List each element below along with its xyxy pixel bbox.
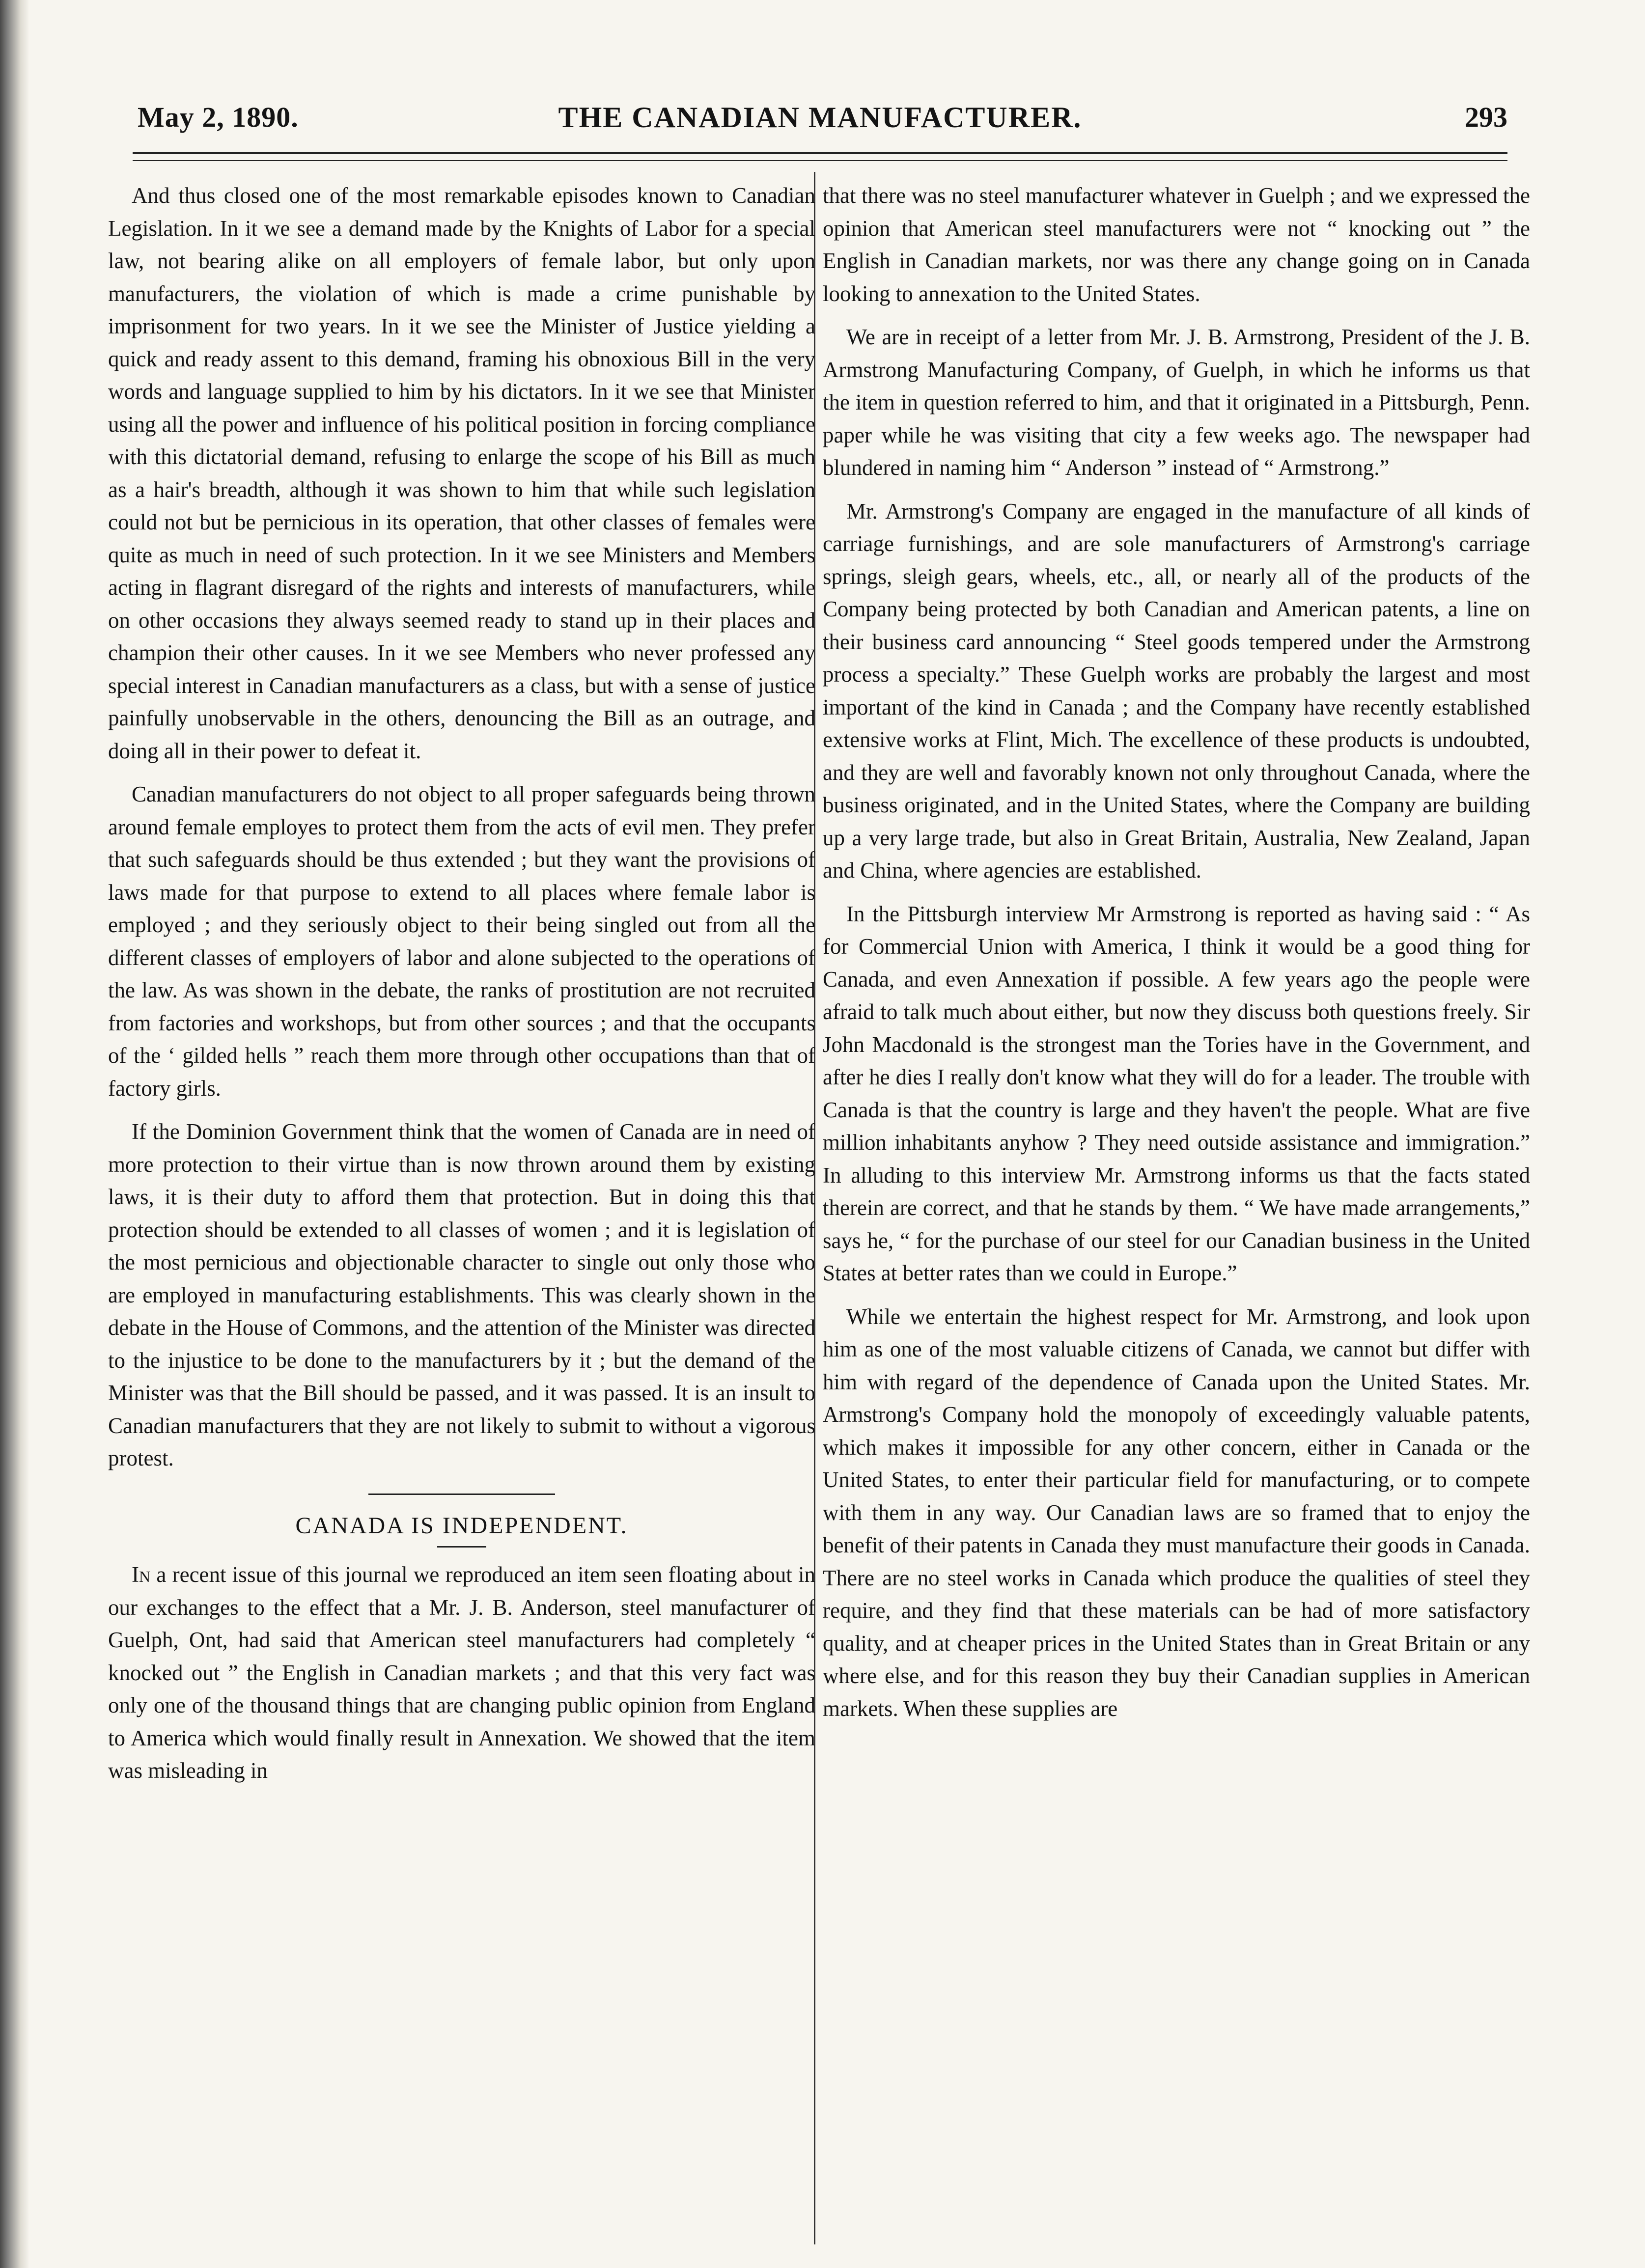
heading-underline	[437, 1546, 486, 1548]
page-header	[133, 101, 1507, 145]
left-column	[108, 179, 815, 1798]
article-paragraph: Canadian manufacturers do not object to all proper safeguards being thrown around female employes to protect them from the acts of evil men. They prefer that such safeguards should be thus extended ; but they want the provisions of laws made for that purpose to extend to all places where female labor is employed ; and they seriously object to their being singled out from all the different classes of employers of labor and alone subjected to the operations of the law. As was shown in the debate, the ranks of prostitution are not recruited from factories and workshops, but from other sources ; and that the occupants of the ‘ gilded hells ” reach them more through other occupations than that of factory girls.	[108, 782, 815, 1101]
page-binding-edge	[0, 0, 29, 2268]
header-rule	[133, 152, 1507, 161]
lead-word: In	[132, 1562, 151, 1587]
issue-date: May 2, 1890.	[138, 101, 299, 133]
article-paragraph: If the Dominion Government think that the women of Canada are in need of more protection to their virtue than is now thrown around them by existing laws, it is their duty to afford them that protection. But in doing this that protection should be extended to all classes of women ; and it is legislation of the most pernicious and objectionable character to single out only those who are employed in manufacturing establishments. This was clearly shown in the debate in the House of Commons, and the attention of the Minister was directed to the injustice to be done to the manufacturers by it ; but the demand of the Minister was that the Bill should be passed, and it was passed. It is an insult to Canadian manufacturers that they are not likely to submit to without a vigorous protest.	[108, 1119, 815, 1470]
page-number: 293	[1465, 101, 1507, 133]
article-paragraph: that there was no steel manufacturer whatever in Guelph ; and we expressed the opinion that American steel manufacturers were not “ knocking out ” the English in Canadian markets, nor was there any change going on in Canada looking to annexation to the United States.	[823, 183, 1530, 306]
section-heading: CANADA IS INDEPENDENT.	[295, 1512, 628, 1539]
article-paragraph: And thus closed one of the most remarkable episodes known to Canadian Legislation. In it we see a demand made by the Knights of Labor for a special law, not bearing alike on all employers of female labor, but only upon manufacturers, the violation of which is made a crime punishable by imprisonment for two years. In it we see the Minister of Justice yielding a quick and ready assent to this demand, framing his obnoxious Bill in the very words and language supplied to him by his dictators. In it we see that Minister using all the power and influence of his political position in forcing compliance with this dictatorial demand, refusing to enlarge the scope of his Bill as much as a hair's breadth, although it was shown to him that while such legislation could not but be pernicious in its operation, that other classes of females were quite as much in need of such protection. In it we see Ministers and Members acting in flagrant disregard of the rights and interests of manufacturers, while on other occasions they always seemed ready to stand up in their places and champion their other causes. In it we see Members who never professed any special interest in Canadian manufacturers as a class, but with a sense of justice painfully unobservable in the others, denouncing the Bill as an outrage, and doing all in their power to defeat it.	[108, 183, 815, 763]
article-paragraph: Mr. Armstrong's Company are engaged in the manufacture of all kinds of carriage furnishings, and are sole manufacturers of Armstrong's carriage springs, sleigh gears, wheels, etc., all, or nearly all of the products of the Company being protected by both Canadian and American patents, a line on their business card announcing “ Steel goods tempered under the Armstrong process a specialty.” These Guelph works are probably the largest and most important of the kind in Canada ; and the Company have recently established extensive works at Flint, Mich. The excellence of these products is undoubted, and they are well and favorably known not only throughout Canada, where the business originated, and in the United States, where the Company are building up a very large trade, but also in Great Britain, Australia, New Zealand, Japan and China, where agencies are established.	[823, 498, 1530, 883]
article-paragraph: While we entertain the highest respect for Mr. Armstrong, and look upon him as one of the most valuable citizens of Canada, we cannot but differ with him with regard of the dependence of Canada upon the United States. Mr. Armstrong's Company hold the monopoly of exceedingly valuable patents, which makes it impossible for any other concern, either in Canada or the United States, to enter their particular field for manufacturing, or to compete with them in any way. Our Canadian laws are so framed that to enjoy the benefit of their patents in Canada they must manufacture their goods in Canada. There are no steel works in Canada which produce the qualities of steel they require, and they find that these materials can be had of more satisfactory quality, and at cheaper prices in the United States than in Great Britain or any where else, and for this reason they buy their Canadian supplies in American markets. When these supplies are	[823, 1304, 1530, 1721]
article-paragraph	[108, 1558, 815, 1787]
article-paragraph: In the Pittsburgh interview Mr Armstrong is reported as having said : “ As for Commercial Union with America, I think it would be a good thing for Canada, and even Annexation if possible. A few years ago the people were afraid to talk much about either, but now they discuss both questions freely. Sir John Macdonald is the strongest man the Tories have in the Government, and after he dies I really don't know what they will do for a leader. The trouble with Canada is that the country is large and they haven't the people. What are five million inhabitants anyhow ? They need outside assistance and immigration.” In alluding to this interview Mr. Armstrong informs us that the facts stated therein are correct, and that he stands by them. “ We have made arrangements,” says he, “ for the purchase of our steel for our Canadian business in the United States at better rates than we could in Europe.”	[823, 901, 1530, 1285]
article-paragraph: We are in receipt of a letter from Mr. J. B. Armstrong, President of the J. B. Armstrong Manufacturing Company, of Guelph, in which he informs us that the item in question referred to him, and that it originated in a Pittsburgh, Penn. paper while he was visiting that city a few weeks ago. The newspaper had blundered in naming him “ Anderson ” instead of “ Armstrong.”	[823, 325, 1530, 480]
right-column	[823, 179, 1530, 1736]
section-separator	[368, 1494, 555, 1495]
paragraph-text: a recent issue of this journal we reproduced an item seen floating about in our exchanges to the effect that a Mr. J. B. Anderson, steel manufacturer of Guelph, Ont, had said that American steel manufacturers had completely “ knocked out ” the English in Canadian markets ; and that this very fact was only one of the thousand things that are changing public opinion from England to America which would finally result in Annexation. We showed that the item was misleading in	[108, 1562, 815, 1783]
publication-title: THE CANADIAN MANUFACTURER.	[558, 101, 1082, 134]
